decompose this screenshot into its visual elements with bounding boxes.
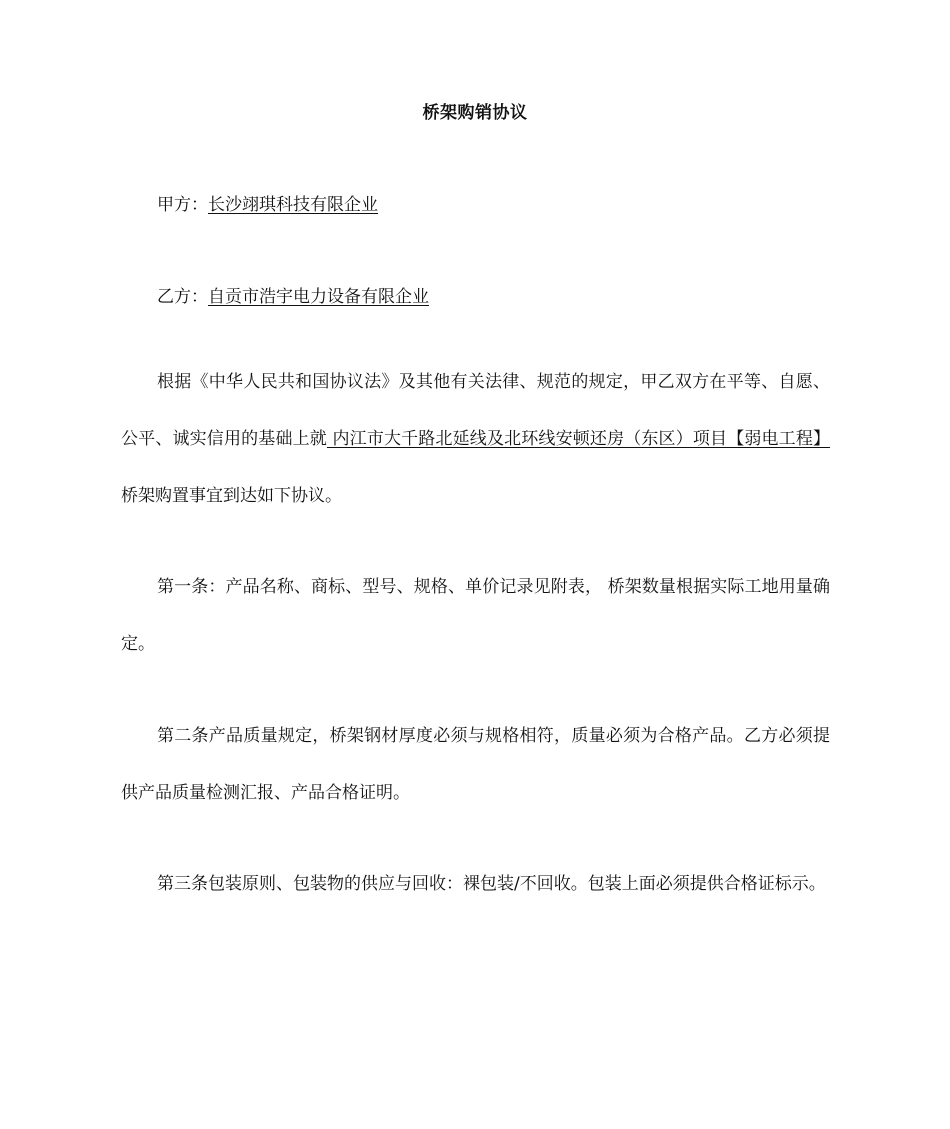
document-title: 桥架购销协议	[422, 103, 528, 123]
intro-text-after: 桥架购置事宜到达如下协议。	[121, 486, 342, 506]
article-1-paragraph: 第一条：产品名称、商标、型号、规格、单价记录见附表， 桥架数量根据实际工地用量确定。	[121, 577, 830, 654]
party-b-name: 自贡市浩宇电力设备有限企业	[208, 287, 429, 307]
party-b-name-field	[208, 287, 434, 307]
party-a-line	[157, 190, 414, 215]
party-a-name-field	[208, 195, 414, 215]
intro-paragraph	[121, 354, 830, 525]
party-b-label: 乙方：	[157, 287, 208, 307]
party-a-label: 甲方：	[157, 195, 208, 215]
article-2-paragraph: 第二条产品质量规定，桥架钢材厚度必须与规格相符，质量必须为合格产品。乙方必须提供产品质量检测汇报、产品合格证明。	[121, 726, 830, 803]
article-3-paragraph: 第三条包装原则、包装物的供应与回收：裸包装/不回收。包装上面必须提供合格证标示。	[157, 874, 826, 894]
intro-text-before: 根据《中华人民共和国协议法》及其他有关法律、规范的规定，甲乙双方在平等、自愿、公平、诚实信用的基础上就	[121, 372, 830, 449]
party-b-line	[157, 282, 434, 307]
party-a-name: 长沙翊琪科技有限企业	[208, 195, 378, 215]
project-name: 内江市大千路北延线及北环线安顿还房（东区）项目【弱电工程】	[326, 429, 831, 449]
